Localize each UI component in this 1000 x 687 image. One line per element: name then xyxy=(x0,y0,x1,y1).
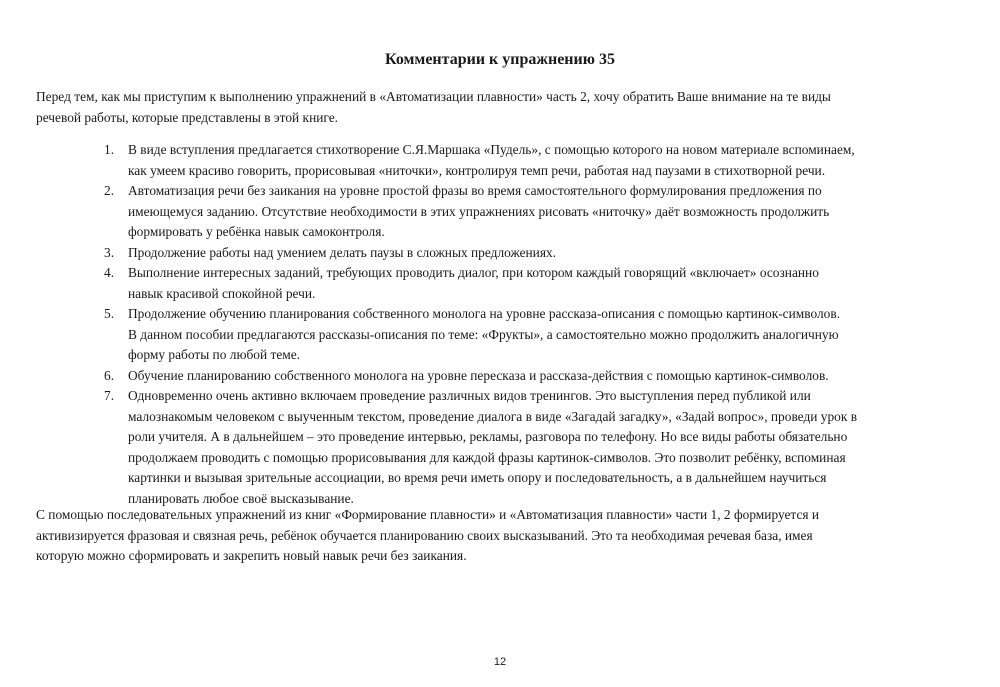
list-item xyxy=(36,140,971,181)
list-item-line: В данном пособии предлагаются рассказы-описания по теме: «Фрукты», а самостоятельно можно продолжить аналогичную xyxy=(128,326,839,342)
page-number: 12 xyxy=(493,656,507,668)
list-item-line: навык красивой спокойной речи. xyxy=(128,285,316,301)
list-item-line: форму работы по любой теме. xyxy=(128,347,301,362)
list-item-line: формировать у ребёнка навык самоконтроля. xyxy=(128,224,385,239)
closing-line: которую можно сформировать и закрепить новый навык речи без заикания. xyxy=(36,548,467,563)
list-item-number: 1. xyxy=(104,142,115,157)
list-item xyxy=(36,304,971,366)
list-item-line: как умеем красиво говорить, прорисовывая «ниточки», контролируя темп речи, работая над паузами в стихотворной речи. xyxy=(128,162,826,178)
list-item-line: Выполнение интересных заданий, требующих проводить диалог, при котором каждый говорящий «включает» осознанно xyxy=(128,265,819,280)
page-title: Комментарии к упражнению 35 xyxy=(385,51,615,68)
list-item xyxy=(36,243,971,264)
list-item-line: Продолжение работы над умением делать паузы в сложных предложениях. xyxy=(128,244,557,260)
list-item-line: малознакомым человеком с выученным текстом, проведение диалога в виде «Загадай загадку», «Задай вопрос», проведи урок в xyxy=(128,408,858,424)
closing-line: активизируется фразовая и связная речь, ребёнок обучается планированию своих высказываний. Это та необходимая речевая база, имея xyxy=(36,527,813,543)
numbered-list xyxy=(36,140,971,509)
list-item-line: продолжаем проводить с помощью прорисовывания для каждой фразы картинок-символов. Это позволит ребёнку, вспоминая xyxy=(128,449,846,465)
list-item xyxy=(36,366,971,387)
list-item xyxy=(36,263,971,304)
list-item-number: 4. xyxy=(104,265,115,280)
list-item-line: Одновременно очень активно включаем проведение различных видов тренингов. Это выступления перед публикой или xyxy=(128,388,811,403)
list-item-line: Автоматизация речи без заикания на уровне простой фразы во время самостоятельного формулирования предложения по xyxy=(128,183,822,198)
list-item-line: имеющемуся заданию. Отсутствие необходимости в этих упражнениях рисовать «ниточку» даёт возможность продолжить xyxy=(128,203,830,219)
closing-paragraph xyxy=(36,505,971,567)
list-item xyxy=(36,181,971,243)
list-item-line: В виде вступления предлагается стихотворение С.Я.Маршака «Пудель», с помощью которого на новом материале вспоминаем, xyxy=(128,142,855,157)
list-item-number: 3. xyxy=(104,244,115,260)
list-item-line: роли учителя. А в дальнейшем – это проведение интервью, рекламы, разговора по телефону. Но все виды работы обязательно xyxy=(128,429,848,444)
list-item-line: планировать любое своё высказывание. xyxy=(128,490,354,506)
list-item-line: картинки и вызывая зрительные ассоциации, во время речи иметь опору и последовательность, а в дальнейшем научиться xyxy=(128,470,827,485)
list-item-number: 5. xyxy=(104,306,115,321)
list-item-number: 7. xyxy=(104,388,115,403)
list-item-number: 2. xyxy=(104,183,115,198)
list-item-line: Обучение планированию собственного монолога на уровне пересказа и рассказа-действия с помощью картинок-символов. xyxy=(128,367,829,383)
list-item xyxy=(36,386,971,509)
list-item-line: Продолжение обучению планирования собственного монолога на уровне рассказа-описания с помощью картинок-символов. xyxy=(128,306,841,321)
intro-paragraph xyxy=(36,87,966,128)
list-item-number: 6. xyxy=(104,367,115,383)
closing-line: С помощью последовательных упражнений из книг «Формирование плавности» и «Автоматизация плавности» части 1, 2 формируется и xyxy=(36,507,820,522)
intro-line: Перед тем, как мы приступим к выполнению упражнений в «Автоматизации плавности» часть 2, хочу обратить Ваше внимание на те виды xyxy=(36,89,831,104)
intro-line: речевой работы, которые представлены в этой книге. xyxy=(36,109,339,125)
